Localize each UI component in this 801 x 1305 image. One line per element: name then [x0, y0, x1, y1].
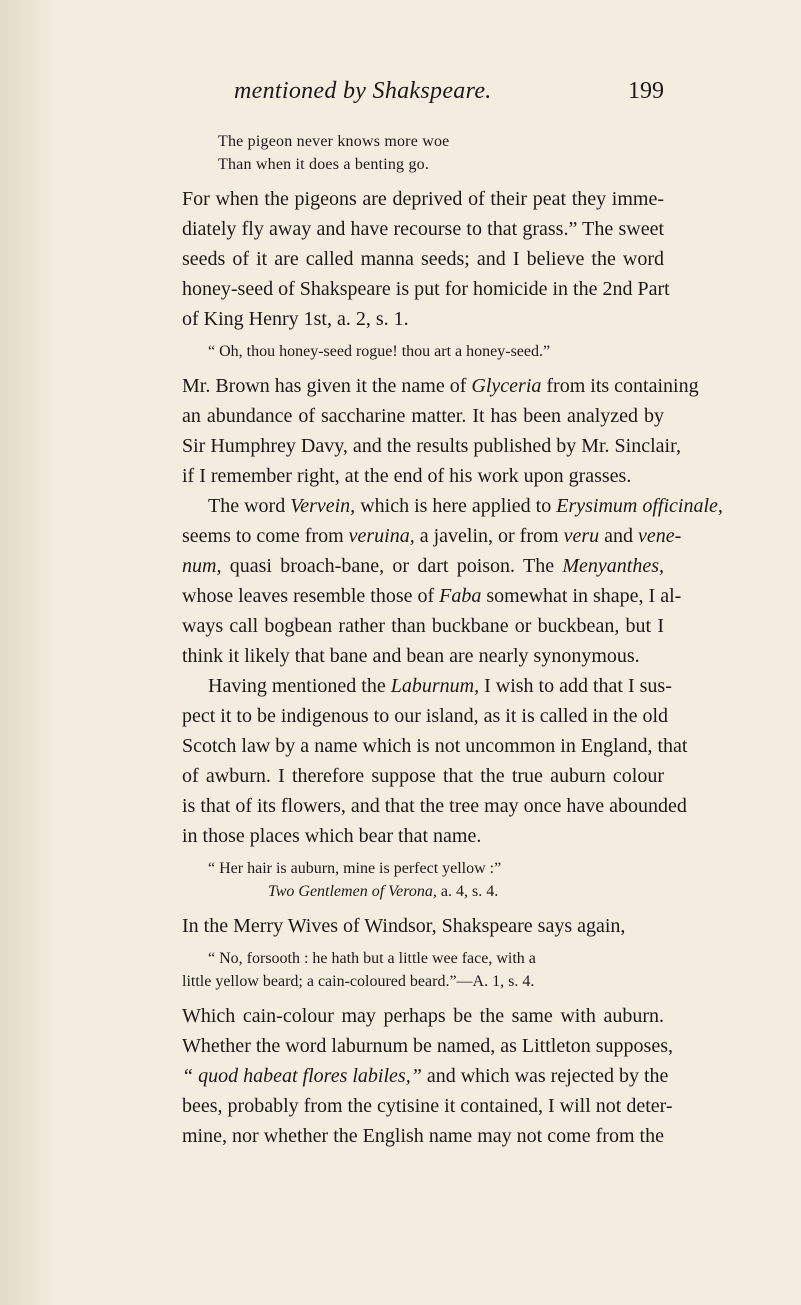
running-head: [234, 78, 664, 112]
quotation-cain-coloured: [182, 947, 664, 993]
paragraph-laburnum: [182, 1001, 673, 1151]
text-line: For when the pigeons are deprived of their peat they imme-: [182, 188, 664, 210]
text-line: Sir Humphrey Davy, and the results published by Mr. Sinclair,: [182, 435, 681, 457]
text-line: honey-seed of Shakspeare is put for homicide in the 2nd Part: [182, 278, 670, 300]
text-line: Mr. Brown has given it the name of Glyceria from its containing: [182, 375, 699, 397]
text-line: bees, probably from the cytisine it contained, I will not deter-: [182, 1095, 673, 1117]
verse-line: Than when it does a benting go.: [218, 156, 430, 173]
quote-line: little yellow beard; a cain-coloured beard.”—A. 1, s. 4.: [182, 973, 535, 990]
page-edge-shading: [0, 0, 60, 1305]
text-line: whose leaves resemble those of Faba somewhat in shape, I al-: [182, 585, 682, 607]
text-line: is that of its flowers, and that the tree may once have abounded: [182, 795, 687, 817]
quote-line: “ Her hair is auburn, mine is perfect yellow :”: [208, 860, 502, 877]
text-line: seems to come from veruina, a javelin, or from veru and vene-: [182, 525, 682, 547]
paragraph-merry-wives: [182, 911, 664, 941]
quotation-auburn: [182, 857, 664, 903]
text-line: Whether the word laburnum be named, as Littleton supposes,: [182, 1035, 673, 1057]
text-line: pect it to be indigenous to our island, as it is called in the old: [182, 705, 669, 727]
text-line: ways call bogbean rather than buckbane or buckbean, but I: [182, 615, 664, 637]
text-line: In the Merry Wives of Windsor, Shakspeare says again,: [182, 915, 626, 937]
text-line: in those places which bear that name.: [182, 825, 482, 847]
text-line: seeds of it are called manna seeds; and I believe the word: [182, 248, 664, 270]
text-line: “ quod habeat flores labiles,” and which was rejected by the: [182, 1065, 669, 1087]
text-line: think it likely that bane and bean are nearly synonymous.: [182, 645, 640, 667]
running-head-title: mentioned by Shakspeare.: [234, 78, 492, 104]
quote-line: “ No, forsooth : he hath but a little wee face, with a: [208, 950, 536, 967]
text-line: an abundance of saccharine matter. It has been analyzed by: [182, 405, 664, 427]
text-line: Which cain-colour may perhaps be the same with auburn.: [182, 1005, 664, 1027]
paragraph-glyceria: [182, 371, 723, 851]
verse-quotation: [218, 130, 664, 176]
text-line: num, quasi broach-bane, or dart poison. The Menyanthes,: [182, 555, 665, 577]
text-line: Scotch law by a name which is not uncommon in England, that: [182, 735, 688, 757]
quotation-honey-seed: [182, 340, 664, 363]
text-line: Having mentioned the Laburnum, I wish to add that I sus-: [208, 675, 672, 697]
paragraph-pigeons: [182, 184, 670, 334]
text-line: diately fly away and have recourse to that grass.” The sweet: [182, 218, 664, 240]
verse-line: The pigeon never knows more woe: [218, 133, 450, 150]
page-number: 199: [628, 78, 664, 104]
text-line: of awburn. I therefore suppose that the true auburn colour: [182, 765, 664, 787]
text-line: of King Henry 1st, a. 2, s. 1.: [182, 308, 409, 330]
text-line: if I remember right, at the end of his work upon grasses.: [182, 465, 632, 487]
quote-citation: Two Gentlemen of Verona, a. 4, s. 4.: [268, 883, 499, 900]
text-line: mine, nor whether the English name may not come from the: [182, 1125, 664, 1147]
quote-line: “ Oh, thou honey-seed rogue! thou art a honey-seed.”: [208, 343, 551, 360]
text-line: The word Vervein, which is here applied to Erysimum officinale,: [208, 495, 723, 517]
body-text: [182, 130, 723, 1151]
